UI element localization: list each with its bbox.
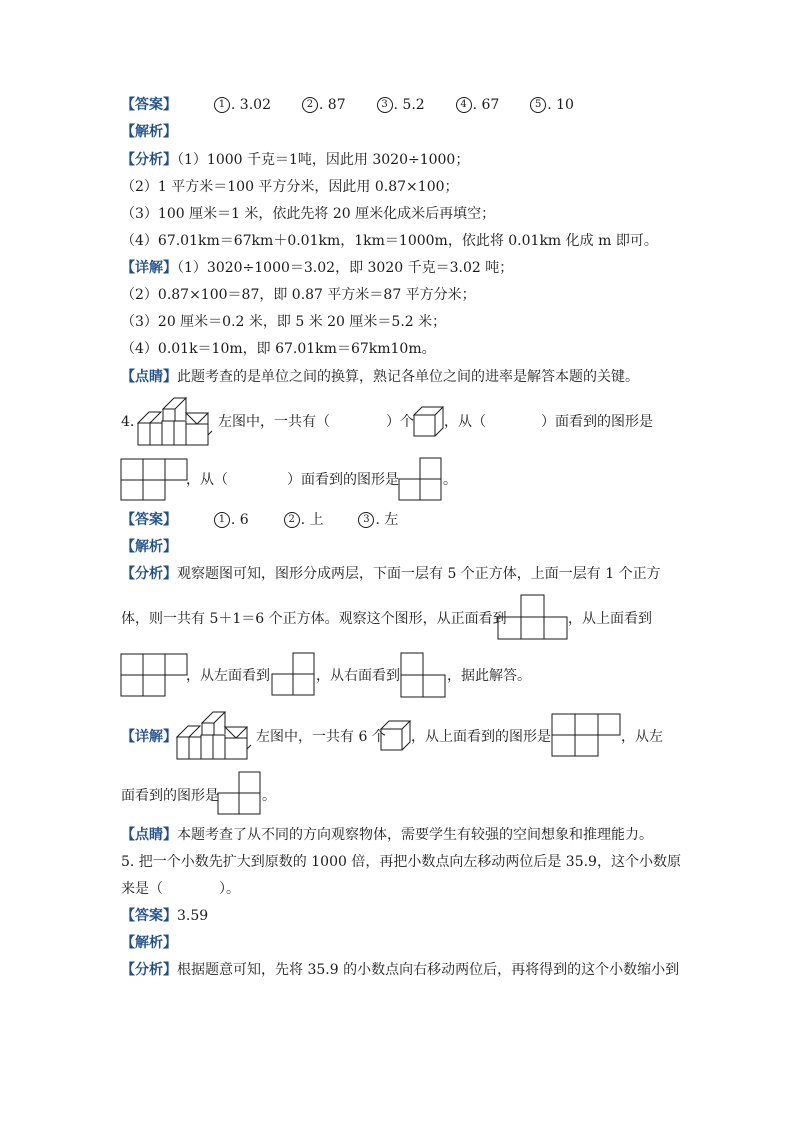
analysis-tag: 【解析】 bbox=[121, 935, 177, 951]
q3-analysis-line: （2）1 平方米＝100 平方分米，因此用 0.87×100； bbox=[121, 179, 459, 195]
q4-stem-text: 。 bbox=[443, 472, 457, 488]
q4-detail-text: 面看到的图形是 bbox=[121, 788, 219, 804]
q4-analysis-text: ，从上面看到 bbox=[568, 611, 652, 627]
q4-stem-text: ，从（ bbox=[444, 414, 486, 430]
q3-analysis-line: （4）67.01km＝67km＋0.01km，1km＝1000m，依此将 0.01km 化成 m 即可。 bbox=[121, 233, 658, 249]
q4-analysis-text: ，从右面看到 bbox=[316, 668, 400, 684]
single-cube-icon bbox=[413, 406, 445, 438]
q4-analysis-text: ，从左面看到 bbox=[186, 668, 270, 684]
q4-summary-line: 【点睛】本题考查了从不同的方向观察物体，需要学生有较强的空间想象和推理能力。 bbox=[121, 827, 653, 843]
answer-item: 5 . 10 bbox=[530, 97, 574, 113]
q3-detail-line: （4）0.01k＝10m，即 67.01km＝67km10m。 bbox=[121, 341, 436, 357]
right-view-grid bbox=[400, 652, 448, 700]
left-view-grid bbox=[271, 652, 317, 698]
answer-tag: 【答案】 bbox=[121, 512, 177, 528]
q5-analysis-line: 【分析】根据题意可知，先将 35.9 的小数点向右移动两位后，再将得到的这个小数缩小到 bbox=[121, 962, 680, 978]
analysis-tag: 【解析】 bbox=[121, 539, 177, 555]
q5-answer-line: 【答案】3.59 bbox=[121, 908, 209, 924]
xiangjie-tag: 【详解】 bbox=[121, 729, 177, 745]
circled-number: 3 bbox=[377, 97, 393, 113]
circled-number: 2 bbox=[284, 512, 300, 528]
answer-item: 3 . 左 bbox=[358, 512, 398, 528]
q3-detail-line: 【详解】（1）3020÷1000＝3.02，即 3020 千克＝3.02 吨； bbox=[121, 260, 514, 276]
top-view-grid bbox=[551, 713, 623, 759]
cube-stack-figure bbox=[176, 710, 256, 764]
q4-analysis-line: 【分析】观察题图可知，图形分成两层，下面一层有 5 个正方体，上面一层有 1 个正方 bbox=[121, 566, 661, 582]
q3-detail-line: （3）20 厘米＝0.2 米，即 5 米 20 厘米＝5.2 米； bbox=[121, 314, 447, 330]
cube-stack-figure bbox=[137, 396, 217, 450]
q4-answer-line bbox=[121, 510, 398, 530]
question-stem: 5. 把一个小数先扩大到原数的 1000 倍，再把小数点向左移动两位后是 35.9，这个小数原 bbox=[121, 854, 681, 870]
analysis-tag: 【解析】 bbox=[121, 124, 177, 140]
q4-detail-text: ，从左 bbox=[621, 729, 663, 745]
q4-stem-text: ）面看到的图形是 bbox=[287, 472, 399, 488]
q3-summary-line: 【点睛】此题考查的是单位之间的换算，熟记各单位之间的进率是解答本题的关键。 bbox=[121, 369, 639, 385]
xiangjie-tag: 【详解】 bbox=[121, 260, 177, 276]
q3-detail-line: （2）0.87×100＝87，即 0.87 平方米＝87 平方分米； bbox=[121, 287, 476, 303]
q4-stem-text: ，从（ bbox=[186, 472, 228, 488]
q3-answer-line bbox=[121, 95, 574, 115]
answer-item: 3 . 5.2 bbox=[377, 97, 425, 113]
q4-stem-text: 左图中，一共有（ bbox=[218, 414, 330, 430]
single-cube-icon bbox=[380, 720, 412, 752]
q4-stem-text: ）面看到的图形是 bbox=[541, 414, 653, 430]
q4-analysis-text: 体，则一共有 5＋1＝6 个正方体。观察这个图形，从正面看到 bbox=[121, 611, 507, 627]
q4-detail-text: 左图中，一共有 6 个 bbox=[256, 729, 386, 745]
top-view-grid bbox=[120, 653, 190, 699]
top-view-grid bbox=[120, 458, 190, 502]
answer-tag: 【答案】 bbox=[121, 97, 177, 113]
answer-item: 1 . 3.02 bbox=[214, 97, 271, 113]
answer-item: 2 . 上 bbox=[284, 512, 324, 528]
left-view-grid bbox=[217, 771, 263, 817]
q3-analysis-line: 【分析】（1）1000 千克＝1吨，因此用 3020÷1000； bbox=[121, 152, 470, 168]
left-view-grid bbox=[398, 457, 444, 503]
question-stem: 来是（ ）。 bbox=[121, 881, 240, 897]
q4-detail-text: 。 bbox=[262, 788, 276, 804]
circled-number: 4 bbox=[456, 97, 472, 113]
q3-analysis-line: （3）100 厘米＝1 米，依此先将 20 厘米化成米后再填空； bbox=[121, 206, 496, 222]
fenxi-tag: 【分析】 bbox=[121, 152, 177, 168]
answer-tag: 【答案】 bbox=[121, 908, 177, 924]
answer-item: 1 . 6 bbox=[214, 512, 249, 528]
answer-item: 4 . 67 bbox=[456, 97, 500, 113]
circled-number: 2 bbox=[302, 97, 318, 113]
circled-number: 1 bbox=[214, 512, 230, 528]
circled-number: 5 bbox=[530, 97, 546, 113]
fenxi-tag: 【分析】 bbox=[121, 962, 177, 978]
circled-number: 1 bbox=[214, 97, 230, 113]
answer-item: 2 . 87 bbox=[302, 97, 346, 113]
question-number: 4. bbox=[121, 414, 135, 430]
dianjing-tag: 【点睛】 bbox=[121, 827, 177, 843]
fenxi-tag: 【分析】 bbox=[121, 566, 177, 582]
front-view-grid bbox=[497, 594, 569, 642]
dianjing-tag: 【点睛】 bbox=[121, 369, 177, 385]
q4-detail-text: ，从上面看到的图形是 bbox=[411, 729, 551, 745]
q4-stem-text: ）个 bbox=[386, 414, 414, 430]
q4-analysis-text: ，据此解答。 bbox=[447, 668, 531, 684]
circled-number: 3 bbox=[358, 512, 374, 528]
